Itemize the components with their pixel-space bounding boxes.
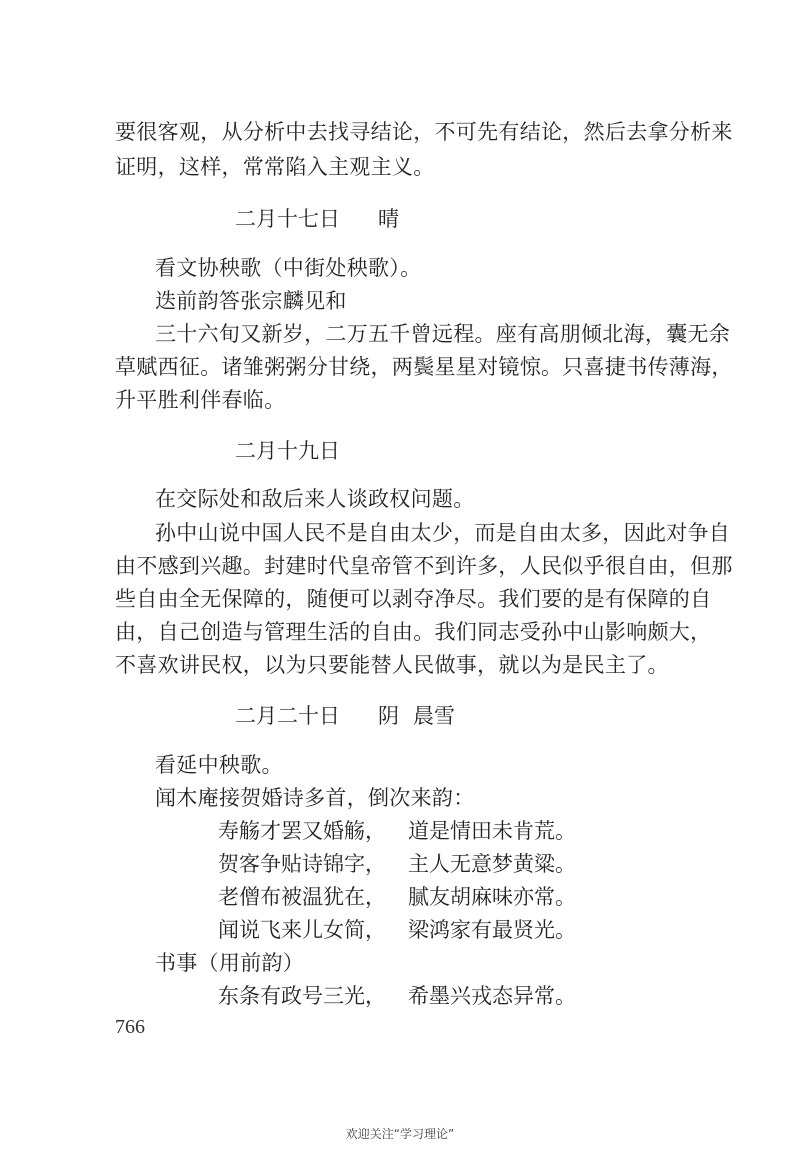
page-number: 766 <box>115 1016 145 1038</box>
entry2-line-6: 不喜欢讲民权，以为只要能替人民做事，就以为是民主了。 <box>115 653 669 677</box>
entry2-line-2: 孙中山说中国人民不是自由太少，而是自由太多，因此对争自 <box>155 521 731 545</box>
entry-date: 二月二十日 <box>235 704 340 728</box>
entry-weather: 晴 <box>378 207 399 231</box>
entry1-line-2: 迭前韵答张宗麟见和 <box>155 289 347 313</box>
intro-line-1: 要很客观，从分析中去找寻结论，不可先有结论，然后去拿分析来 <box>115 120 733 144</box>
poem-couplet <box>218 883 638 911</box>
poem-subtitle: 书事（用前韵） <box>155 951 305 975</box>
poem-couplet <box>218 817 638 845</box>
entry-date: 二月十七日 <box>235 207 340 231</box>
poem-couplet <box>218 982 638 1010</box>
entry3-line-2: 闻木庵接贺婚诗多首，倒次来韵： <box>155 786 475 810</box>
poem-line-a: 老僧布被温犹在， <box>218 885 386 909</box>
entry1-line-1: 看文协秧歌（中街处秧歌）。 <box>155 256 422 280</box>
entry1-line-3: 三十六旬又新岁，二万五千曾远程。座有高朋倾北海，囊无余 <box>155 322 731 346</box>
entry-heading-feb-19 <box>235 437 340 465</box>
entry3-line-1: 看延中秧歌。 <box>155 753 283 777</box>
entry-heading-feb-20 <box>235 702 455 730</box>
entry1-line-4: 草赋西征。诸雏粥粥分甘绕，两鬓星星对镜惊。只喜捷书传薄海， <box>115 355 733 379</box>
entry2-line-3: 由不感到兴趣。封建时代皇帝管不到许多，人民似乎很自由，但那 <box>115 554 733 578</box>
entry-weather: 阴 <box>378 704 399 728</box>
entry-heading-feb-17 <box>235 205 399 233</box>
poem-line-b: 希墨兴戎态异常。 <box>408 984 576 1008</box>
entry2-line-1: 在交际处和敌后来人谈政权问题。 <box>155 487 475 511</box>
poem-couplet <box>218 850 638 878</box>
entry2-line-5: 由，自己创造与管理生活的自由。我们同志受孙中山影响颇大， <box>115 620 712 644</box>
poem-line-b: 梁鸿家有最贤光。 <box>408 918 576 942</box>
entry-weather-detail: 晨雪 <box>413 704 455 728</box>
poem-line-a: 闻说飞来儿女简， <box>218 918 386 942</box>
entry-date: 二月十九日 <box>235 439 340 463</box>
poem-line-b: 道是情田未肯荒。 <box>408 819 576 843</box>
intro-line-2: 证明，这样，常常陷入主观主义。 <box>115 155 435 179</box>
poem-line-a: 东条有政号三光， <box>218 984 386 1008</box>
poem-line-a: 寿觞才罢又婚觞， <box>218 819 386 843</box>
poem-couplet <box>218 916 638 944</box>
footer-caption: 欢迎关注“学习理论” <box>345 1127 455 1141</box>
entry2-line-4: 些自由全无保障的，随便可以剥夺净尽。我们要的是有保障的自 <box>115 587 712 611</box>
poem-line-b: 主人无意梦黄粱。 <box>408 852 576 876</box>
poem-line-a: 贺客争贴诗锦字， <box>218 852 386 876</box>
entry1-line-5: 升平胜利伴春临。 <box>115 388 286 412</box>
poem-line-b: 腻友胡麻味亦常。 <box>408 885 576 909</box>
